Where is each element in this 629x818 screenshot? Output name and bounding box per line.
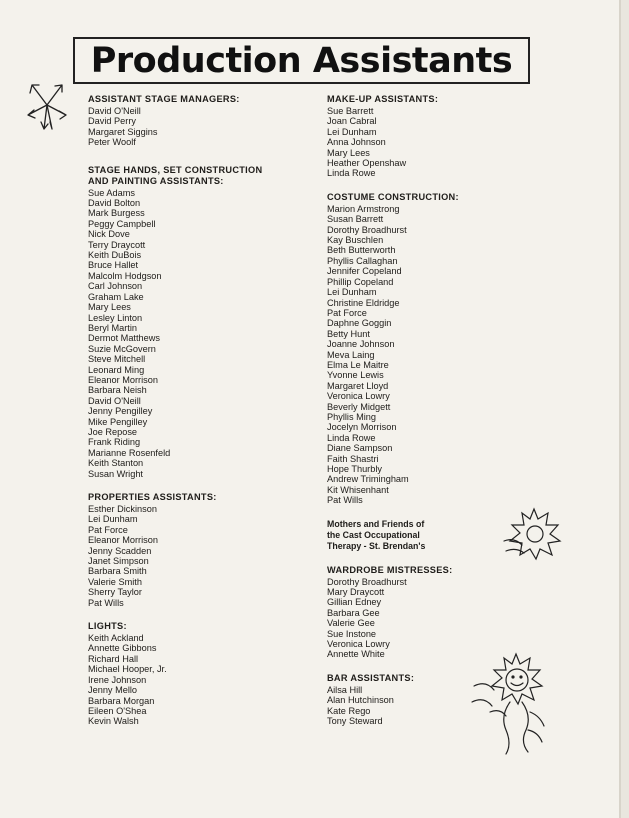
list-item: Michael Hooper, Jr.: [88, 664, 167, 675]
list-item: Phillip Copeland: [327, 276, 394, 287]
list-item: Kate Rego: [327, 705, 371, 716]
name-list: [88, 633, 303, 727]
list-item: Meva Laing: [327, 349, 375, 360]
list-item: Joe Repose: [88, 426, 138, 437]
list-item: Eleanor Morrison: [88, 535, 158, 546]
section-costume-construction: [327, 192, 547, 506]
list-item: Susan Wright: [88, 468, 143, 479]
section-wardrobe-mistresses: [327, 565, 547, 660]
list-item: Kit Whisenhant: [327, 484, 389, 495]
left-column: [88, 94, 303, 740]
list-item: Ailsa Hill: [327, 684, 363, 695]
sparkle-doodle-icon: [24, 77, 70, 135]
list-item: Annette Gibbons: [88, 643, 157, 654]
list-item: Lei Dunham: [327, 287, 377, 298]
list-item: Lesley Linton: [88, 312, 143, 323]
list-item: Leonard Ming: [88, 364, 145, 375]
list-item: Richard Hall: [88, 653, 139, 664]
list-item: Graham Lake: [88, 291, 144, 302]
list-item: Valerie Gee: [327, 618, 375, 629]
list-item: Alan Hutchinson: [327, 695, 394, 706]
list-item: Jenny Scadden: [88, 545, 152, 556]
list-item: Malcolm Hodgson: [88, 270, 162, 281]
right-column: [327, 94, 547, 740]
section-heading: WARDROBE MISTRESSES:: [327, 564, 453, 575]
name-list: [327, 577, 547, 660]
list-item: Kevin Walsh: [88, 716, 139, 727]
list-item: Linda Rowe: [327, 168, 376, 179]
list-item: Mary Draycott: [327, 587, 385, 598]
list-item: David O'Neill: [88, 106, 141, 116]
list-item: Barbara Gee: [327, 607, 380, 618]
list-item: Keith Stanton: [88, 458, 144, 469]
section-heading: STAGE HANDS, SET CONSTRUCTION AND PAINTING ASSISTANTS:: [88, 164, 263, 186]
list-item: Nick Dove: [88, 229, 130, 240]
list-item: Sue Adams: [88, 187, 135, 198]
section-stage-hands: [88, 165, 303, 479]
list-item: Mary Lees: [327, 147, 370, 158]
list-item: Jenny Mello: [88, 685, 138, 696]
list-item: Irene Johnson: [88, 674, 147, 685]
list-item: Pat Wills: [88, 597, 124, 608]
list-item: Beverly Midgett: [327, 401, 391, 412]
list-item: Sue Instone: [327, 628, 377, 639]
list-item: Eileen O'Shea: [88, 705, 147, 716]
list-item: Susan Barrett: [327, 214, 384, 225]
name-list: [88, 504, 303, 608]
list-item: David Perry: [88, 116, 136, 127]
list-item: Mike Pengilley: [88, 416, 148, 427]
list-item: Annette White: [327, 649, 385, 660]
section-heading: PROPERTIES ASSISTANTS:: [88, 492, 217, 502]
list-item: Janet Simpson: [88, 556, 149, 567]
list-item: Dorothy Broadhurst: [327, 224, 407, 235]
section-heading: BAR ASSISTANTS:: [327, 672, 415, 683]
section-lights: [88, 621, 303, 727]
list-item: Eleanor Morrison: [88, 374, 158, 385]
list-item: Linda Rowe: [327, 432, 376, 443]
section-mothers-and-friends: [327, 519, 547, 552]
name-list: [327, 685, 547, 727]
list-item: Dorothy Broadhurst: [327, 576, 407, 587]
list-item: Mary Lees: [88, 302, 131, 313]
list-item: David O'Neill: [88, 395, 141, 406]
list-item: Jenny Pengilley: [88, 406, 153, 417]
list-item: Jocelyn Morrison: [327, 422, 397, 433]
list-item: Margaret Lloyd: [327, 380, 389, 391]
list-item: Pat Force: [327, 307, 367, 318]
list-item: Esther Dickinson: [88, 504, 157, 514]
list-item: Lei Dunham: [88, 514, 138, 525]
section-heading: COSTUME CONSTRUCTION:: [327, 191, 459, 202]
list-item: Bruce Hallet: [88, 260, 139, 271]
name-list: [88, 188, 303, 479]
list-item: Hope Thurbly: [327, 464, 382, 474]
list-item: Peter Woolf: [88, 137, 136, 148]
list-item: Peggy Campbell: [88, 218, 156, 229]
list-item: Suzie McGovern: [88, 343, 156, 354]
name-list: [327, 106, 547, 179]
list-item: Valerie Smith: [88, 576, 142, 587]
list-item: Terry Draycott: [88, 239, 146, 250]
list-item: Lei Dunham: [327, 126, 377, 137]
list-item: Elma Le Maitre: [327, 359, 389, 370]
list-item: Heather Openshaw: [327, 158, 407, 169]
list-item: Diane Sampson: [327, 443, 393, 454]
list-item: Joanne Johnson: [327, 339, 395, 350]
list-item: Barbara Smith: [88, 566, 147, 577]
list-item: Keith Ackland: [88, 633, 144, 644]
list-item: Pat Wills: [327, 495, 363, 506]
list-item: Beth Butterworth: [327, 245, 396, 256]
list-item: Jennifer Copeland: [327, 266, 402, 277]
list-item: Mark Burgess: [88, 208, 145, 219]
page-title: Production Assistants: [90, 40, 513, 81]
list-item: David Bolton: [88, 198, 141, 209]
section-make-up-assistants: [327, 94, 547, 179]
section-heading: MAKE-UP ASSISTANTS:: [327, 94, 439, 104]
list-item: Veronica Lowry: [327, 391, 390, 402]
section-heading: Mothers and Friends of the Cast Occupational Therapy - St. Brendan's: [327, 518, 426, 551]
section-assistant-stage-managers: [88, 94, 303, 148]
list-item: Pat Force: [88, 524, 128, 535]
list-item: Margaret Siggins: [88, 126, 158, 137]
section-bar-assistants: [327, 673, 547, 727]
list-item: Andrew Trimingham: [327, 474, 409, 485]
list-item: Steve Mitchell: [88, 354, 146, 365]
list-item: Tony Steward: [327, 716, 383, 727]
list-item: Frank Riding: [88, 437, 141, 448]
title-box: [73, 37, 530, 84]
list-item: Phyllis Callaghan: [327, 255, 398, 266]
list-item: Betty Hunt: [327, 328, 370, 339]
list-item: Veronica Lowry: [327, 639, 390, 650]
list-item: Dermot Matthews: [88, 333, 160, 344]
list-item: Christine Eldridge: [327, 297, 400, 308]
list-item: Keith DuBois: [88, 250, 142, 261]
section-heading: LIGHTS:: [88, 621, 127, 632]
list-item: Beryl Martin: [88, 322, 138, 333]
section-properties-assistants: [88, 492, 303, 608]
list-item: Phyllis Ming: [327, 411, 377, 422]
list-item: Anna Johnson: [327, 137, 386, 148]
list-item: Sue Barrett: [327, 106, 374, 116]
list-item: Joan Cabral: [327, 116, 377, 127]
list-item: Sherry Taylor: [88, 587, 142, 598]
list-item: Yvonne Lewis: [327, 370, 384, 381]
list-item: Barbara Neish: [88, 385, 147, 396]
list-item: Carl Johnson: [88, 281, 143, 292]
list-item: Kay Buschlen: [327, 235, 384, 246]
list-item: Marion Armstrong: [327, 203, 400, 214]
list-item: Gillian Edney: [327, 597, 382, 608]
name-list: [327, 204, 547, 506]
list-item: Daphne Goggin: [327, 318, 392, 329]
list-item: Barbara Morgan: [88, 695, 155, 706]
name-list: [88, 106, 303, 148]
section-heading: ASSISTANT STAGE MANAGERS:: [88, 94, 240, 104]
list-item: Marianne Rosenfeld: [88, 447, 171, 458]
list-item: Faith Shastri: [327, 453, 379, 464]
